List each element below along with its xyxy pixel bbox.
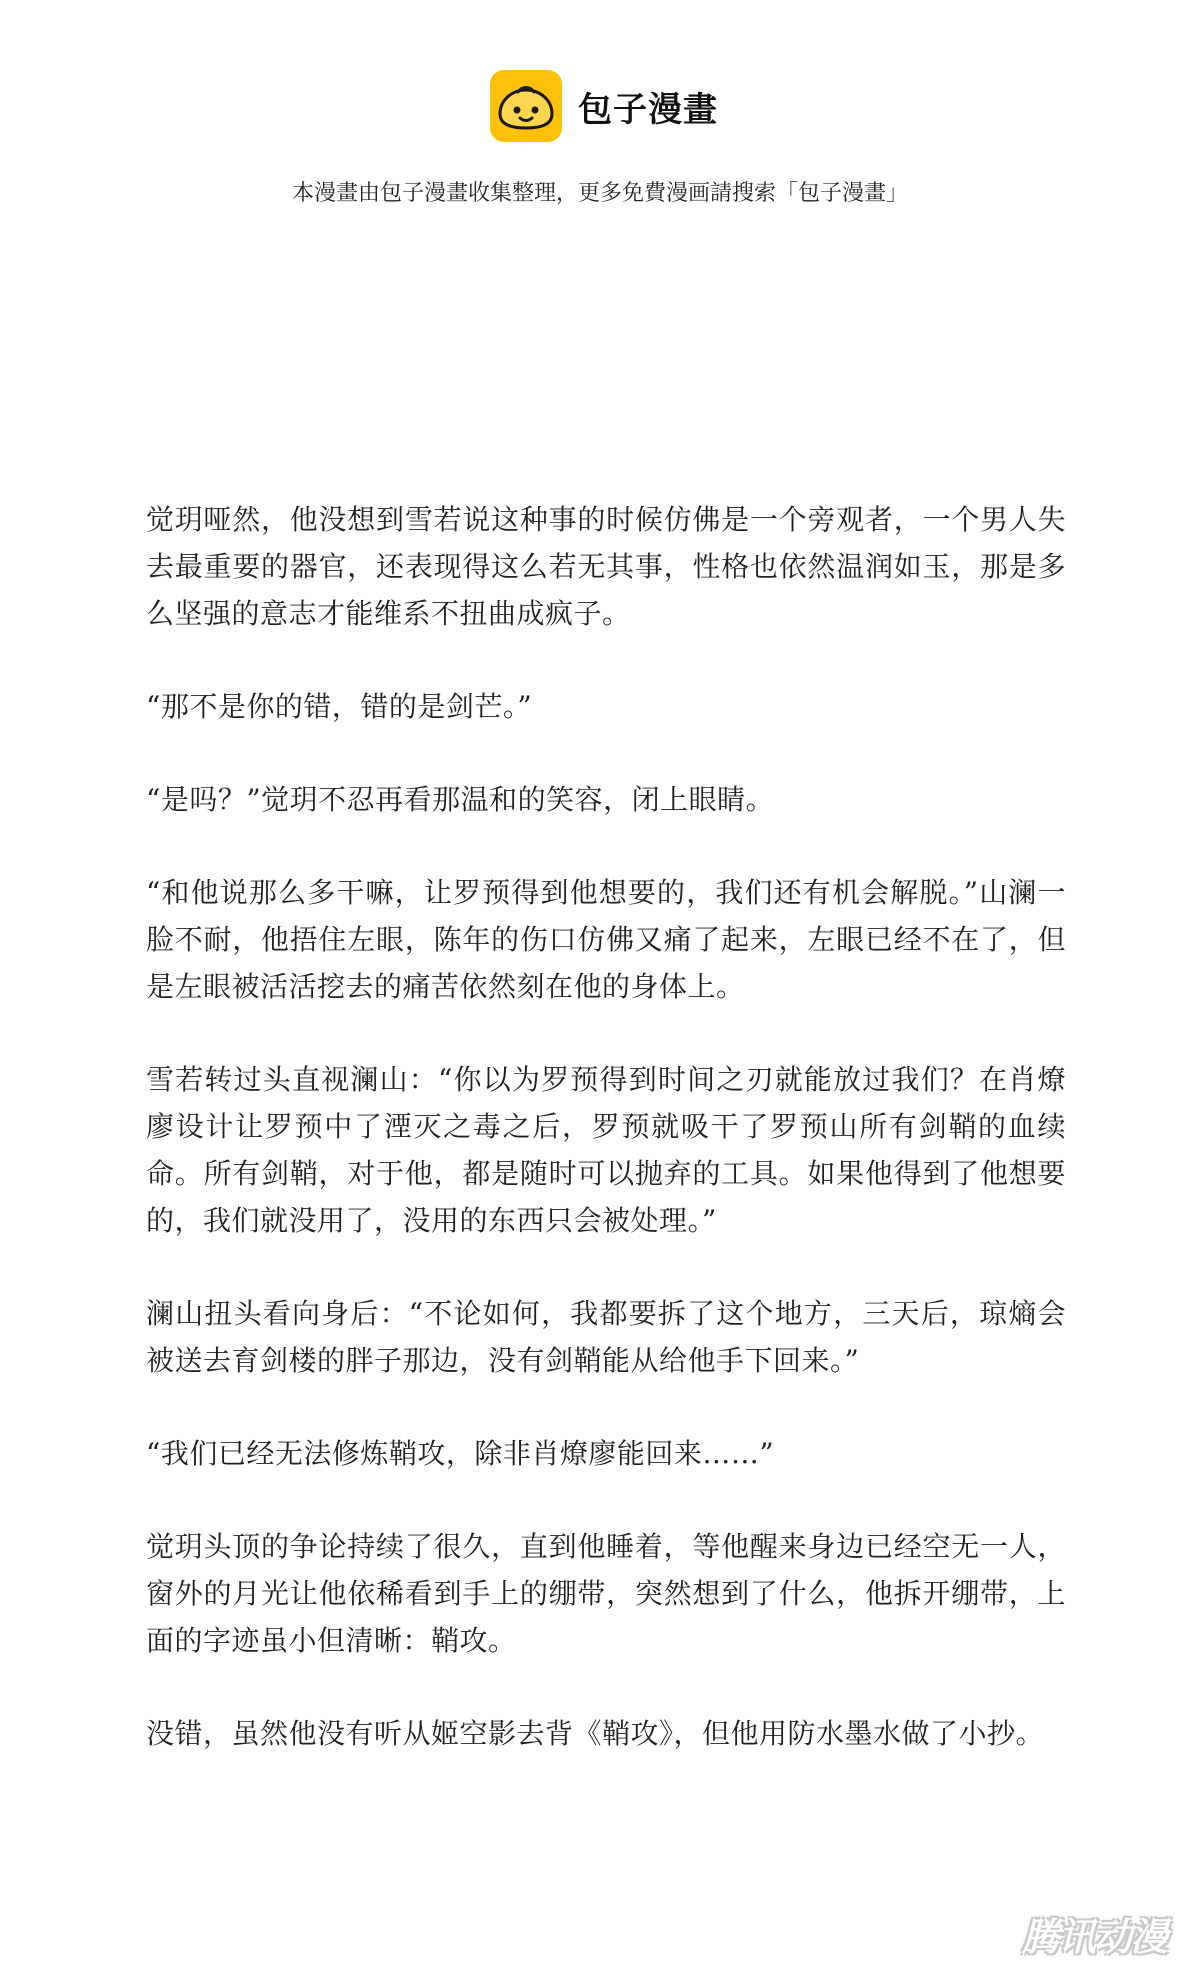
- brand-name: 包子漫畫: [578, 89, 718, 130]
- header: [0, 60, 1200, 150]
- paragraph: 觉玥头顶的争论持续了很久，直到他睡着，等他醒来身边已经空无一人，窗外的月光让他依稀看到手上的绷带，突然想到了什么，他拆开绷带，上面的字迹虽小但清晰：鞘攻。: [146, 1530, 1066, 1657]
- watermark: [1008, 1908, 1180, 1966]
- brand-logo[interactable]: [490, 70, 718, 142]
- paragraph: “我们已经无法修炼鞘攻，除非肖燎廖能回来……”: [146, 1437, 775, 1470]
- paragraph: 觉玥哑然，他没想到雪若说这种事的时候仿佛是一个旁观者，一个男人失去最重要的器官，还表现得这么若无其事，性格也依然温润如玉，那是多么坚强的意志才能维系不扭曲成疯子。: [146, 503, 1066, 630]
- paragraph: “那不是你的错，错的是剑芒。”: [146, 690, 533, 723]
- paragraph: 澜山扭头看向身后：“不论如何，我都要拆了这个地方，三天后，琼熵会被送去育剑楼的胖子那边，没有剑鞘能从给他手下回来。”: [146, 1297, 1066, 1377]
- paragraph: 没错，虽然他没有听从姬空影去背《鞘攻》，但他用防水墨水做了小抄。: [146, 1717, 1045, 1750]
- paragraph: 雪若转过头直视澜山：“你以为罗预得到时间之刃就能放过我们？在肖燎廖设计让罗预中了湮灭之毒之后，罗预就吸干了罗预山所有剑鞘的血续命。所有剑鞘，对于他，都是随时可以抛弃的工具。如果他得到了他想要的，我们就没用了，没用的东西只会被处理。”: [146, 1063, 1066, 1237]
- paragraph: “和他说那么多干嘛，让罗预得到他想要的，我们还有机会解脱。”山澜一脸不耐，他捂住左眼，陈年的伤口仿佛又痛了起来，左眼已经不在了，但是左眼被活活挖去的痛苦依然刻在他的身体上。: [146, 876, 1066, 1003]
- article-body: [146, 496, 1066, 1803]
- source-notice: 本漫畫由包子漫畫收集整理，更多免費漫画請搜索「包子漫畫」: [291, 181, 908, 206]
- paragraph: “是吗？”觉玥不忍再看那温和的笑容，闭上眼睛。: [146, 783, 775, 816]
- watermark-text: 腾讯动漫: [1021, 1915, 1166, 1959]
- bun-logo-icon: [490, 70, 562, 142]
